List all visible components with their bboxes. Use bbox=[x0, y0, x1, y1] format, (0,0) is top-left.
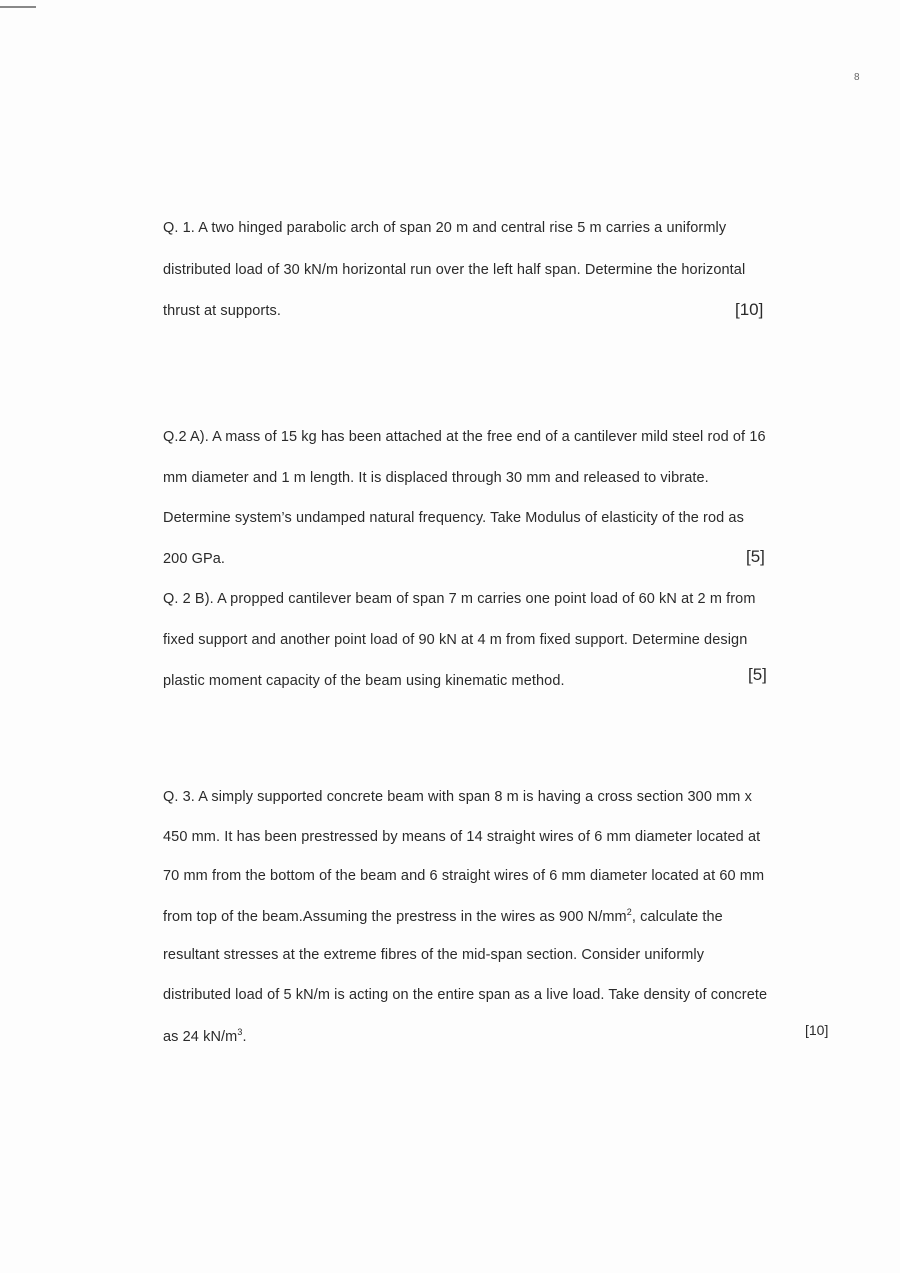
question-3-line-5: resultant stresses at the extreme fibres of the mid-span section. Consider uniformly bbox=[163, 947, 705, 963]
question-3-line-3: 70 mm from the bottom of the beam and 6 straight wires of 6 mm diameter located at 60 mm bbox=[163, 868, 765, 884]
question-1-line-1: Q. 1. A two hinged parabolic arch of span 20 m and central rise 5 m carries a uniformly bbox=[163, 220, 727, 236]
question-3-line-7-text: as 24 kN/m bbox=[163, 1029, 238, 1045]
question-2a-line-4: 200 GPa. bbox=[163, 551, 226, 567]
question-3-marks: [10] bbox=[805, 1022, 829, 1038]
question-3-line-4-text: from top of the beam.Assuming the prestress in the wires as 900 N/mm bbox=[163, 909, 627, 925]
question-2a-line-2: mm diameter and 1 m length. It is displaced through 30 mm and released to vibrate. bbox=[163, 470, 709, 486]
question-3-line-7 bbox=[163, 1027, 247, 1045]
question-2b-line-3: plastic moment capacity of the beam using kinematic method. bbox=[163, 673, 565, 689]
question-2a-marks: [5] bbox=[746, 547, 765, 566]
superscript-cubed: 3 bbox=[237, 1027, 243, 1037]
question-3-line-2: 450 mm. It has been prestressed by means of 14 straight wires of 6 mm diameter located at bbox=[163, 829, 761, 845]
question-2b-line-2: fixed support and another point load of 90 kN at 4 m from fixed support. Determine design bbox=[163, 632, 748, 648]
question-1-line-2: distributed load of 30 kN/m horizontal run over the left half span. Determine the horizontal bbox=[163, 262, 746, 278]
question-3-line-4 bbox=[163, 907, 723, 925]
scan-edge-mark bbox=[0, 6, 36, 8]
question-3-line-6: distributed load of 5 kN/m is acting on the entire span as a live load. Take density of concrete bbox=[163, 987, 768, 1003]
question-1-marks: [10] bbox=[735, 300, 764, 319]
question-3-line-4-tail: , calculate the bbox=[631, 909, 723, 925]
superscript-squared: 2 bbox=[626, 907, 632, 917]
question-3-line-7-tail: . bbox=[242, 1029, 247, 1045]
question-3-line-1: Q. 3. A simply supported concrete beam with span 8 m is having a cross section 300 mm x bbox=[163, 789, 752, 805]
question-1-line-3: thrust at supports. bbox=[163, 303, 281, 319]
question-2a-line-1: Q.2 A). A mass of 15 kg has been attached at the free end of a cantilever mild steel rod of 16 bbox=[163, 429, 766, 445]
page-corner-mark: 8 bbox=[854, 72, 860, 83]
question-2b-marks: [5] bbox=[748, 665, 767, 684]
question-2a-line-3: Determine system’s undamped natural frequency. Take Modulus of elasticity of the rod as bbox=[163, 510, 744, 526]
question-2b-line-1: Q. 2 B). A propped cantilever beam of span 7 m carries one point load of 60 kN at 2 m from bbox=[163, 591, 756, 607]
